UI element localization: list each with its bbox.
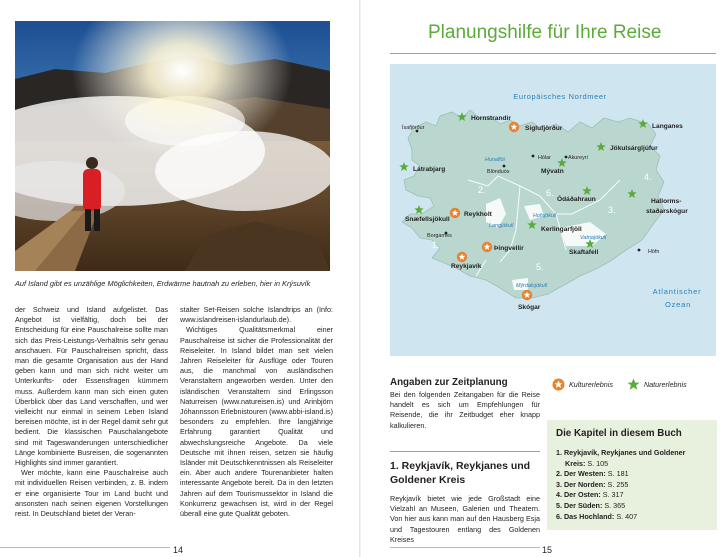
photo-caption: Auf Island gibt es unzählige Möglichkeiten, Erdwärme hautnah zu erleben, hier in Krýsuvík <box>15 279 311 288</box>
glacier-label: Mýrdalsjökull <box>516 283 548 289</box>
chapter-page: S. 407 <box>616 511 638 521</box>
text-column-1 <box>15 305 168 519</box>
town-label: Blönduós <box>487 169 510 175</box>
chapters-box <box>547 420 717 530</box>
region-number: 6. <box>546 188 554 198</box>
glacier-label: Vatnajökull <box>580 235 607 241</box>
chapter-name: 3. Der Norden <box>556 479 604 489</box>
text-column-2 <box>180 305 333 519</box>
region-number: 3. <box>608 205 616 215</box>
chapter-name: 1. Reykjavík, Reykjanes und Goldener <box>556 448 686 457</box>
legend-culture-label: Kulturerlebnis <box>569 380 613 389</box>
culture-place-label: Skógar <box>518 304 541 311</box>
town-dot <box>532 155 535 158</box>
town-dot <box>638 249 641 252</box>
sea-label-south-2: Ozean <box>664 300 692 309</box>
culture-star-icon <box>552 378 565 391</box>
bottom-rule <box>0 547 170 548</box>
chapter-name-cont: Kreis <box>565 458 583 468</box>
chapter-page: S. 365 <box>604 500 626 510</box>
town-label: Höfn <box>648 249 660 255</box>
chapter-item: 1. Reykjavík, Reykjanes und Goldener Kreis: S. 105 <box>556 448 686 468</box>
info-text: Bei den folgenden Zeitangaben für die Reise handelt es sich um Empfehlungen für Reisende, die ihr Zeitbudget eher knapp kalkulieren. <box>390 390 540 430</box>
chapter-name: 4. Der Osten <box>556 490 599 500</box>
legend-nature-label: Naturerlebnis <box>643 380 687 389</box>
nature-place-label: Mývatn <box>541 168 564 175</box>
chapter-item: 5. Der Süden: S. 365 <box>556 500 626 510</box>
geothermal-photo <box>15 21 330 271</box>
sea-label-north: Europäisches Nordmeer <box>513 92 607 101</box>
sea-label-south-1: Atlantischer <box>652 287 702 296</box>
chapters-box-title: Die Kapitel in diesem Buch <box>556 428 682 439</box>
chapter-name: 2. Der Westen <box>556 469 604 479</box>
info-title: Angaben zur Zeitplanung <box>390 377 508 388</box>
left-text-columns <box>15 305 333 519</box>
town-label: Hólar <box>538 155 551 161</box>
chapter-page: S. 105 <box>587 458 609 468</box>
town-label: Ísafjörður <box>402 125 425 131</box>
nature-place-label: Snæfellsjökull <box>405 216 450 223</box>
bay-label: Hunaflói <box>485 157 505 163</box>
iceland-map <box>390 64 716 356</box>
nature-place-label: Ódáðahraun <box>557 196 596 203</box>
right-page <box>360 0 720 557</box>
culture-place-label: Reykholt <box>464 211 492 218</box>
town-label: Borgarnes <box>427 233 452 239</box>
region-number: 2. <box>478 185 486 195</box>
chapter-name: 6. Das Hochland <box>556 511 612 521</box>
nature-place-label: Langanes <box>652 123 683 130</box>
page-number-right: 15 <box>542 545 553 555</box>
nature-place-label: staðarskógur <box>646 208 688 215</box>
chapter-page: S. 181 <box>607 469 629 479</box>
town-label: Akureyri <box>568 155 588 161</box>
town-dot <box>503 165 506 168</box>
glacier-label: Hofsjökull <box>533 213 557 219</box>
nature-place-label: Látrabjarg <box>413 166 446 173</box>
nature-place-label: Hallorms- <box>651 198 682 205</box>
region-number: 5. <box>536 262 544 272</box>
paragraph: der Schweiz und Island aufgelistet. Das Angebot ist vielfältig, doch bei der Entscheidung für eine Pauschalreise sollte man sich das Preis-Leistungs-Verhältnis sehr genau anschauen. Für Pauschalreisen spricht, dass man die gesamte Organisation aus der Hand geben kann und man sich nicht weiter um Unterkunfts- oder Essensfragen kümmern muss. Außerdem kann man sich einen guten Überblick über das Land verschaffen, und wer vielleicht nur einmal in seinem Leben Island bereisen möchte, ist in der Regel damit sehr gut bedient. Die klassischen Pauschalangebote sind mit Tageswanderungen unterschiedlicher Länge kombinierte Busreisen, die sogenannten Highlights sind immer garantiert. <box>15 305 168 468</box>
nature-place-label: Skaftafell <box>569 249 599 256</box>
region-number: 1. <box>432 240 440 250</box>
chapter-item: 6. Das Hochland: S. 407 <box>556 511 638 521</box>
glacier-label: Langjökull <box>489 223 514 229</box>
chapter-item: 3. Der Norden: S. 255 <box>556 479 629 489</box>
section-rule <box>390 451 540 452</box>
page-title: Planungshilfe für Ihre Reise <box>428 22 662 43</box>
culture-place-label: Siglufjörður <box>525 125 563 132</box>
paragraph: Wichtiges Qualitätsmerkmal einer Pauschalreise ist sicher die Professionalität der Reiseleiter. In Island bildet man seit vielen Jahren Reiseleiter für Ausflüge oder Touren aus, die manchmal von ausländischen Veranstaltern angeworben werden. Unter den isländischen Veranstaltern sind Erlingsson Naturreisen (www.natureisen.is) und Arinbjörn Jóhannsson Erlebnistouren (www.abbi-island.is) besonders zu empfehlen. Ihre langjährige Erfahrung garantiert Qualität und abwechslungsreiche Angebote. Da viele Deutsche mit ihnen reisen, setzen sie häufig Isländer mit Deutschkenntnissen als Reiseleiter ein. Aber auch andere Tourenanbieter halten interessante Angebote bereit. Da in den letzten Jahren auf dem Tourismussektor in Island die Konkurrenz gewachsen ist, wird in der Regel überall eine gute Qualität geboten. <box>180 325 334 519</box>
chapter-name: 5. Der Süden <box>556 500 600 510</box>
map-legend <box>552 378 701 391</box>
nature-star-icon <box>627 378 640 391</box>
region-number: 4. <box>644 172 652 182</box>
page-number-left: 14 <box>173 545 184 555</box>
legend-nature <box>627 378 687 391</box>
section-title: 1. Reykjavík, Reykjanes und Goldener Kreis <box>390 460 531 486</box>
chapter-page: S. 317 <box>602 490 624 500</box>
town-dot <box>565 156 568 159</box>
bottom-rule <box>390 547 540 548</box>
chapter-list <box>556 448 708 522</box>
chapter-item: 4. Der Osten: S. 317 <box>556 490 624 500</box>
legend-culture <box>552 378 613 391</box>
paragraph: Wer möchte, kann eine Pauschalreise auch mit individuellen Reisen verbinden, z. B. indem er eine organisierte Tour im Land bucht und ansonsten nach seinen eigenen Vorstellungen reist. In Deutschland bietet der Veran- <box>15 468 168 519</box>
map-canvas <box>390 64 716 356</box>
section-text: Reykjavík bietet wie jede Großstadt eine Vielzahl an Museen, Galerien und Theatern. Von hier aus kann man auf den Hausberg Esja und Tagestouren entlang des Goldenen Kreises <box>390 494 540 544</box>
culture-place-label: Þingvellir <box>494 245 524 252</box>
culture-place-label: Reykjavík <box>451 263 482 270</box>
nature-place-label: Jökulsárgljúfur <box>610 145 658 152</box>
chapter-page: S. 255 <box>607 479 629 489</box>
chapter-item: 2. Der Westen: S. 181 <box>556 469 629 479</box>
nature-place-label: Kerlingarfjöll <box>541 226 582 233</box>
title-rule <box>390 53 716 54</box>
nature-place-label: Hornstrandir <box>471 115 511 122</box>
paragraph: stalter Set-Reisen solche Islandtrips an (Info: www.islandreisen-islandurlaub.de). <box>180 305 333 325</box>
